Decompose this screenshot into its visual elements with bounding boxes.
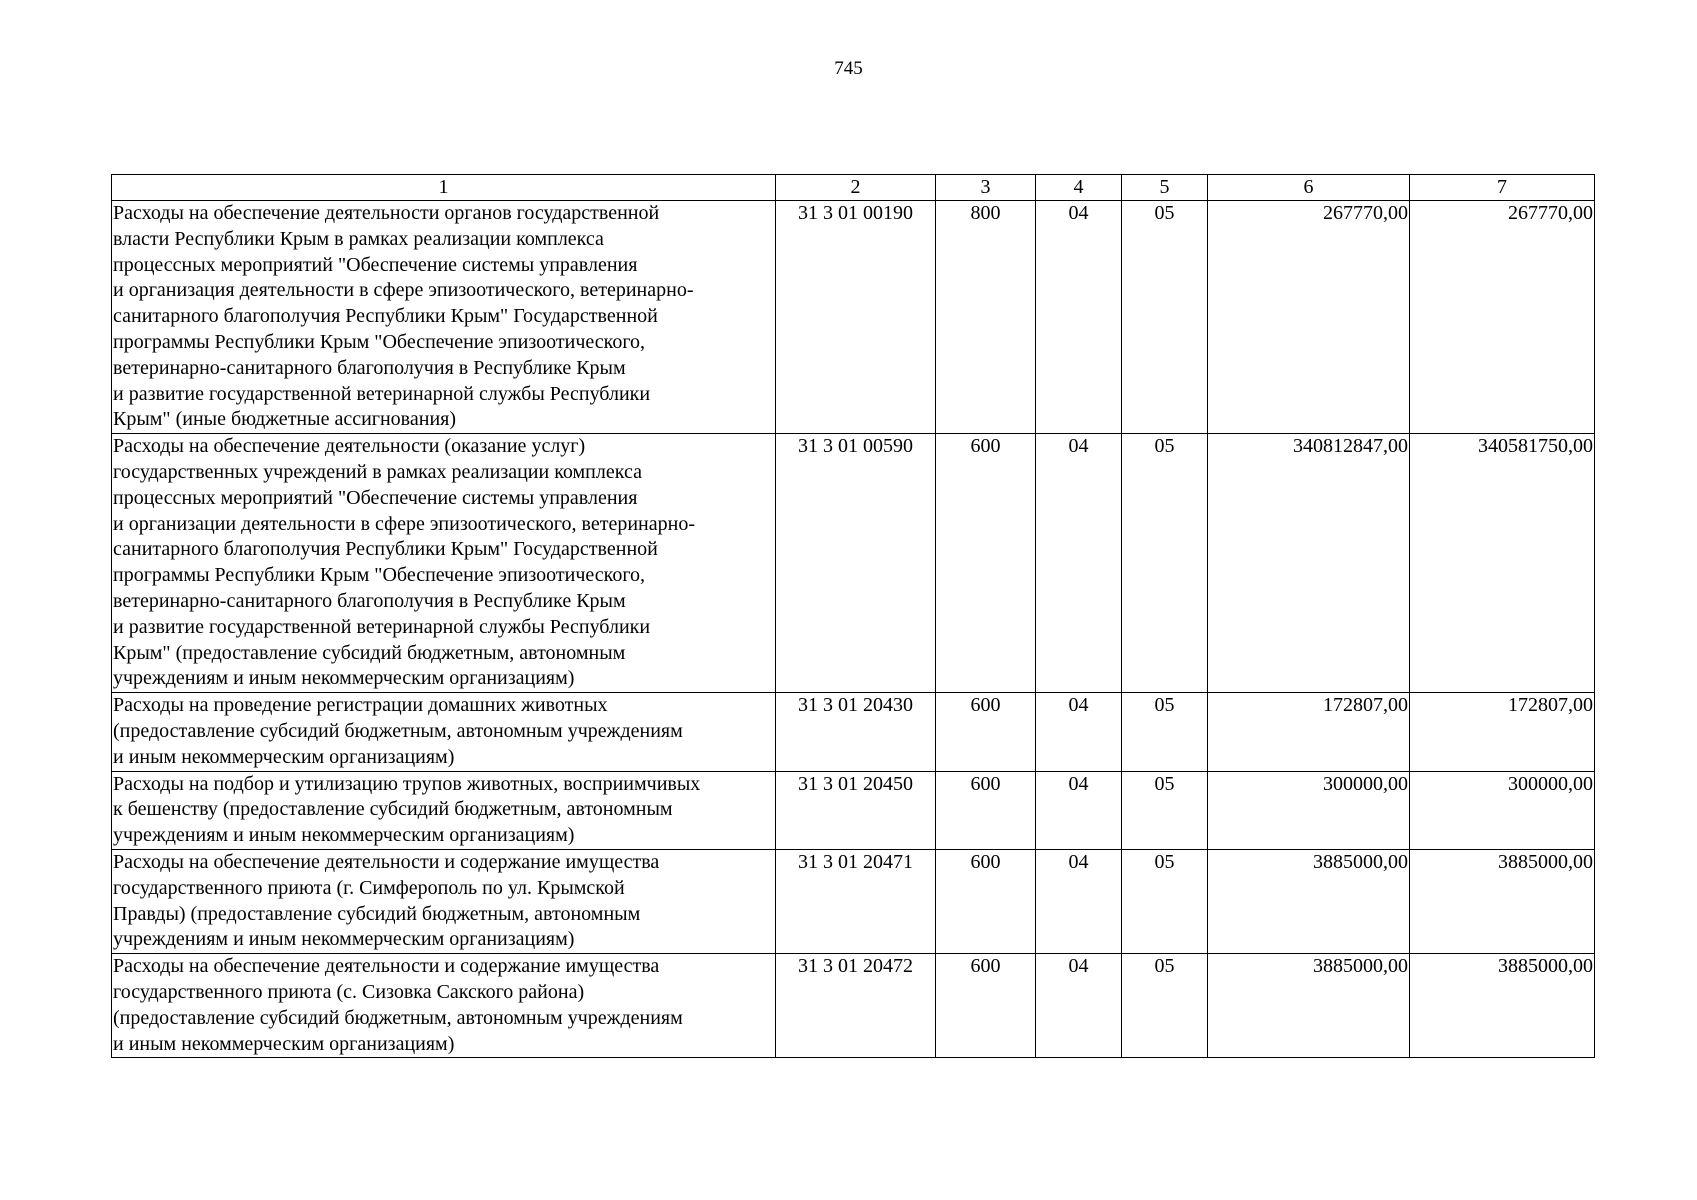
row-type: 600 (936, 693, 1036, 771)
row-amount-6: 267770,00 (1208, 201, 1410, 434)
row-subsection: 05 (1122, 434, 1208, 693)
row-subsection: 05 (1122, 201, 1208, 434)
table-row (112, 849, 1595, 953)
row-amount-7: 3885000,00 (1410, 954, 1595, 1058)
row-amount-6: 172807,00 (1208, 693, 1410, 771)
row-section: 04 (1036, 771, 1122, 849)
table-row (112, 771, 1595, 849)
row-code: 31 3 01 20472 (776, 954, 936, 1058)
row-amount-7: 172807,00 (1410, 693, 1595, 771)
row-subsection: 05 (1122, 954, 1208, 1058)
column-header: 6 (1208, 175, 1410, 201)
table-row (112, 693, 1595, 771)
row-amount-6: 3885000,00 (1208, 954, 1410, 1058)
row-amount-6: 3885000,00 (1208, 849, 1410, 953)
row-section: 04 (1036, 201, 1122, 434)
page-number: 745 (834, 58, 863, 79)
row-section: 04 (1036, 954, 1122, 1058)
row-type: 600 (936, 771, 1036, 849)
row-type: 800 (936, 201, 1036, 434)
row-description: Расходы на обеспечение деятельности и содержание имущества государственного приюта (г. Симферополь по ул. Крымской Правды) (предоставление субсидий бюджетным, автономным учреждениям и иным некоммерческим организациям) (112, 849, 776, 953)
row-amount-7: 267770,00 (1410, 201, 1595, 434)
row-code: 31 3 01 20430 (776, 693, 936, 771)
row-amount-6: 340812847,00 (1208, 434, 1410, 693)
row-amount-6: 300000,00 (1208, 771, 1410, 849)
header-row (112, 175, 1595, 201)
row-section: 04 (1036, 693, 1122, 771)
row-subsection: 05 (1122, 771, 1208, 849)
column-header: 7 (1410, 175, 1595, 201)
row-description: Расходы на подбор и утилизацию трупов животных, восприимчивых к бешенству (предоставление субсидий бюджетным, автономным учреждениям и иным некоммерческим организациям) (112, 771, 776, 849)
column-header: 2 (776, 175, 936, 201)
row-description: Расходы на обеспечение деятельности (оказание услуг) государственных учреждений в рамках реализации комплекса процессных мероприятий "Обеспечение системы управления и организации деятельности в сфере эпизоотического, ветеринарно- санитарного благополучия Республики Крым" Государственной программы Республики Крым "Обеспечение эпизоотического, ветеринарно-санитарного благополучия в Республике Крым и развитие государственной ветеринарной службы Республики Крым" (предоставление субсидий бюджетным, автономным учреждениям и иным некоммерческим организациям) (112, 434, 776, 693)
row-code: 31 3 01 00590 (776, 434, 936, 693)
row-amount-7: 300000,00 (1410, 771, 1595, 849)
row-subsection: 05 (1122, 849, 1208, 953)
row-amount-7: 3885000,00 (1410, 849, 1595, 953)
row-description: Расходы на обеспечение деятельности органов государственной власти Республики Крым в рамках реализации комплекса процессных мероприятий "Обеспечение системы управления и организация деятельности в сфере эпизоотического, ветеринарно- санитарного благополучия Республики Крым" Государственной программы Республики Крым "Обеспечение эпизоотического, ветеринарно-санитарного благополучия в Республике Крым и развитие государственной ветеринарной службы Республики Крым" (иные бюджетные ассигнования) (112, 201, 776, 434)
row-subsection: 05 (1122, 693, 1208, 771)
table-row (112, 434, 1595, 693)
row-section: 04 (1036, 434, 1122, 693)
row-code: 31 3 01 20471 (776, 849, 936, 953)
row-type: 600 (936, 954, 1036, 1058)
row-code: 31 3 01 00190 (776, 201, 936, 434)
row-type: 600 (936, 849, 1036, 953)
row-type: 600 (936, 434, 1036, 693)
budget-table (111, 174, 1595, 1058)
column-header: 4 (1036, 175, 1122, 201)
column-header: 5 (1122, 175, 1208, 201)
table-row (112, 201, 1595, 434)
column-header: 1 (112, 175, 776, 201)
table-row (112, 954, 1595, 1058)
row-description: Расходы на обеспечение деятельности и содержание имущества государственного приюта (с. Сизовка Сакского района) (предоставление субсидий бюджетным, автономным учреждениям и иным некоммерческим организациям) (112, 954, 776, 1058)
row-amount-7: 340581750,00 (1410, 434, 1595, 693)
row-description: Расходы на проведение регистрации домашних животных (предоставление субсидий бюджетным, автономным учреждениям и иным некоммерческим организациям) (112, 693, 776, 771)
column-header: 3 (936, 175, 1036, 201)
row-section: 04 (1036, 849, 1122, 953)
row-code: 31 3 01 20450 (776, 771, 936, 849)
